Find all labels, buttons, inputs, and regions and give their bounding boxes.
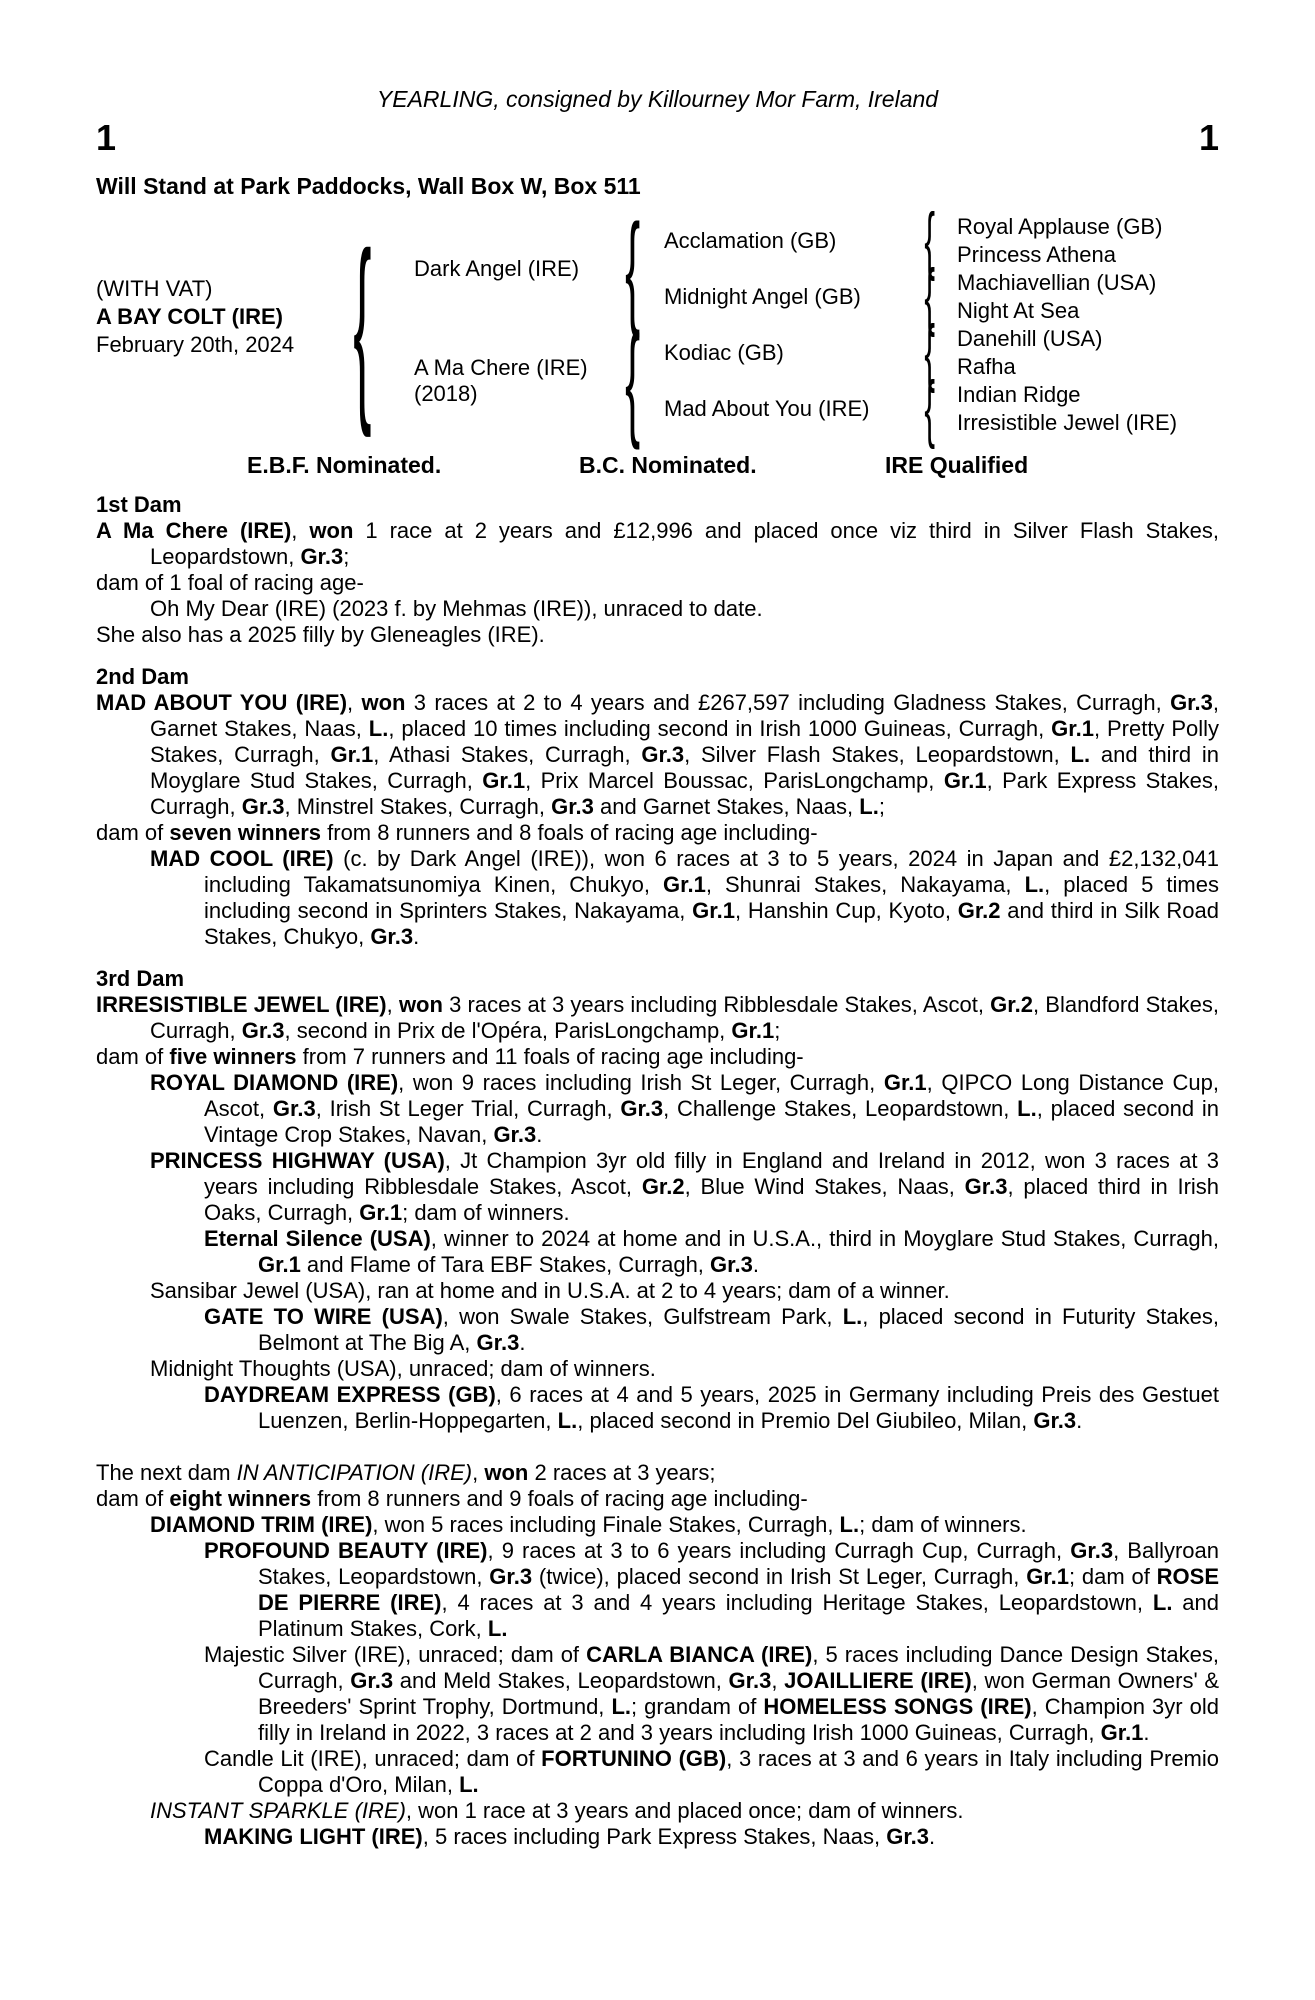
bold-text-segment: Gr.3 bbox=[964, 1174, 1008, 1199]
pedigree-paragraph: INSTANT SPARKLE (IRE), won 1 race at 3 years and placed once; dam of winners. bbox=[150, 1798, 964, 1823]
pedigree-paragraph: IRRESISTIBLE JEWEL (IRE), won 3 races at 3 years including Ribblesdale Stakes, Ascot, Gr.2, Blandford Stakes, Curragh, Gr.3, second in Prix de l'Opéra, ParisLongchamp, Gr.1; bbox=[96, 992, 1219, 1043]
bold-text-segment: Gr.3 bbox=[641, 742, 685, 767]
bold-text-segment: DIAMOND TRIM (IRE) bbox=[150, 1512, 373, 1537]
bold-text-segment: L. bbox=[842, 1304, 863, 1329]
bold-text-segment: L. bbox=[839, 1512, 860, 1537]
bold-text-segment: Eternal Silence (USA) bbox=[204, 1226, 431, 1251]
pedigree-paragraph: The next dam IN ANTICIPATION (IRE), won 2 races at 3 years; bbox=[96, 1460, 716, 1485]
pedigree-paragraph: DIAMOND TRIM (IRE), won 5 races including Finale Stakes, Curragh, L.; dam of winners. bbox=[150, 1512, 1027, 1537]
ancestor-name: Royal Applause (GB) bbox=[957, 214, 1163, 239]
ancestor-name: Machiavellian (USA) bbox=[957, 270, 1157, 295]
bold-text-segment: Gr.1 bbox=[943, 768, 987, 793]
lot-number-left: 1 bbox=[96, 117, 117, 158]
bold-text-segment: Gr.2 bbox=[957, 898, 1001, 923]
bold-text-segment: eight winners bbox=[169, 1486, 312, 1511]
bold-text-segment: Gr.1 bbox=[359, 1200, 403, 1225]
pedigree-paragraph: Eternal Silence (USA), winner to 2024 at home and in U.S.A., third in Moyglare Stud Stakes, Curragh, Gr.1 and Flame of Tara EBF Stakes, Curragh, Gr.3. bbox=[204, 1226, 1219, 1277]
bold-text-segment: Gr.1 bbox=[883, 1070, 927, 1095]
pedigree-paragraph: PROFOUND BEAUTY (IRE), 9 races at 3 to 6 years including Curragh Cup, Curragh, Gr.3, Ballyroan Stakes, Leopardstown, Gr.3 (twice), placed second in Irish St Leger, Curragh, Gr.1; dam of ROSE DE PIERRE (IRE), 4 races at 3 and 4 years including Heritage Stakes, Leopardstown, L. and Platinum Stakes, Cork, L. bbox=[204, 1538, 1220, 1641]
pedigree-paragraph: ROYAL DIAMOND (IRE), won 9 races including Irish St Leger, Curragh, Gr.1, QIPCO Long Distance Cup, Ascot, Gr.3, Irish St Leger Trial, Curragh, Gr.3, Challenge Stakes, Leopardstown, L., placed second in Vintage Crop Stakes, Navan, Gr.3. bbox=[150, 1070, 1220, 1147]
vat-note: (WITH VAT) bbox=[96, 276, 213, 301]
bold-text-segment: ROSE DE PIERRE (IRE) bbox=[258, 1564, 1220, 1615]
bc-nominated-label: B.C. Nominated. bbox=[579, 452, 757, 478]
dam-name: A Ma Chere (IRE) bbox=[414, 355, 588, 380]
bold-text-segment: Gr.1 bbox=[731, 1018, 775, 1043]
bold-text-segment: L. bbox=[611, 1694, 631, 1719]
consignment-title: YEARLING, consigned by Killourney Mor Farm, Ireland bbox=[376, 86, 939, 112]
pedigree-chart bbox=[96, 214, 1219, 444]
bold-text-segment: Gr.1 bbox=[482, 768, 526, 793]
pedigree-paragraph: dam of 1 foal of racing age- bbox=[96, 570, 364, 595]
ancestor-name: Indian Ridge bbox=[957, 382, 1081, 407]
pedigree-paragraph: PRINCESS HIGHWAY (USA), Jt Champion 3yr old filly in England and Ireland in 2012, won 3 races at 3 years including Ribblesdale Stakes, Ascot, Gr.2, Blue Wind Stakes, Naas, Gr.3, placed third in Irish Oaks, Curragh, Gr.1; dam of winners. bbox=[150, 1148, 1220, 1225]
bold-text-segment: L. bbox=[487, 1616, 508, 1641]
pedigree-paragraph: Candle Lit (IRE), unraced; dam of FORTUNINO (GB), 3 races at 3 and 6 years in Italy including Premio Coppa d'Oro, Milan, L. bbox=[204, 1746, 1220, 1797]
grandsire-name: Kodiac (GB) bbox=[664, 340, 784, 365]
grandsire-name: Acclamation (GB) bbox=[664, 228, 837, 253]
bold-text-segment: Gr.3 bbox=[551, 794, 594, 819]
pedigree-paragraph: MAD COOL (IRE) (c. by Dark Angel (IRE)), won 6 races at 3 to 5 years, 2024 in Japan and £2,132,041 including Takamatsunomiya Kinen, Chukyo, Gr.1, Shunrai Stakes, Nakayama, L., placed 5 times including second in Sprinters Stakes, Nakayama, Gr.1, Hanshin Cup, Kyoto, Gr.2 and third in Silk Road Stakes, Chukyo, Gr.3. bbox=[150, 846, 1220, 949]
bold-text-segment: Gr.3 bbox=[489, 1564, 533, 1589]
bold-text-segment: L. bbox=[1024, 872, 1045, 897]
bold-text-segment: GATE TO WIRE (USA) bbox=[204, 1304, 443, 1329]
stand-location: Will Stand at Park Paddocks, Wall Box W, Box 511 bbox=[96, 173, 641, 199]
bold-text-segment: Gr.3 bbox=[620, 1096, 664, 1121]
bold-text-segment: Gr.3 bbox=[710, 1252, 753, 1277]
ebf-nominated-label: E.B.F. Nominated. bbox=[247, 452, 442, 478]
ancestor-name: Rafha bbox=[957, 354, 1016, 379]
bold-text-segment: L. bbox=[1017, 1096, 1037, 1121]
bold-text-segment: Gr.3 bbox=[300, 544, 344, 569]
pedigree-paragraph: MAD ABOUT YOU (IRE), won 3 races at 2 to 4 years and £267,597 including Gladness Stakes, Curragh, Gr.3, Garnet Stakes, Naas, L., placed 10 times including second in Irish 1000 Guineas, Curragh, Gr.1, Pretty Polly Stakes, Curragh, Gr.1, Athasi Stakes, Curragh, Gr.3, Silver Flash Stakes, Leopardstown, L. and third in Moyglare Stud Stakes, Curragh, Gr.1, Prix Marcel Boussac, ParisLongchamp, Gr.1, Park Express Stakes, Curragh, Gr.3, Minstrel Stakes, Curragh, Gr.3 and Garnet Stakes, Naas, L.; bbox=[96, 690, 1220, 819]
bold-text-segment: Gr.1 bbox=[330, 742, 374, 767]
bold-text-segment: MAD COOL (IRE) bbox=[150, 846, 334, 871]
pedigree-paragraph: dam of seven winners from 8 runners and 8 foals of racing age including- bbox=[96, 820, 818, 845]
bold-text-segment: Gr.1 bbox=[1051, 716, 1094, 741]
pedigree-paragraph: dam of eight winners from 8 runners and 9 foals of racing age including- bbox=[96, 1486, 808, 1511]
pedigree-paragraph: A Ma Chere (IRE), won 1 race at 2 years and £12,996 and placed once viz third in Silver Flash Stakes, Leopardstown, Gr.3; bbox=[96, 518, 1220, 569]
bold-text-segment: won bbox=[398, 992, 443, 1017]
pedigree-paragraph: DAYDREAM EXPRESS (GB), 6 races at 4 and 5 years, 2025 in Germany including Preis des Gestuet Luenzen, Berlin-Hoppegarten, L., placed second in Premio Del Giubileo, Milan, Gr.3. bbox=[204, 1382, 1219, 1433]
bold-text-segment: DAYDREAM EXPRESS (GB) bbox=[204, 1382, 496, 1407]
pedigree-paragraph: Sansibar Jewel (USA), ran at home and in U.S.A. at 2 to 4 years; dam of a winner. bbox=[150, 1278, 950, 1303]
bold-text-segment: Gr.3 bbox=[370, 924, 414, 949]
bold-text-segment: seven winners bbox=[169, 820, 322, 845]
lot-number-right: 1 bbox=[1198, 117, 1219, 158]
bold-text-segment: MAKING LIGHT (IRE) bbox=[204, 1824, 423, 1849]
bold-text-segment: MAD ABOUT YOU (IRE) bbox=[96, 690, 348, 715]
bold-text-segment: Gr.3 bbox=[493, 1122, 537, 1147]
bold-text-segment: Gr.3 bbox=[241, 794, 285, 819]
bold-text-segment: five winners bbox=[169, 1044, 297, 1069]
pedigree-paragraph: MAKING LIGHT (IRE), 5 races including Park Express Stakes, Naas, Gr.3. bbox=[204, 1824, 936, 1849]
bold-text-segment: Gr.1 bbox=[1026, 1564, 1069, 1589]
bold-text-segment: won bbox=[361, 690, 406, 715]
bold-text-segment: Gr.2 bbox=[990, 992, 1033, 1017]
bold-text-segment: L. bbox=[557, 1408, 578, 1433]
ancestor-name: Danehill (USA) bbox=[957, 326, 1103, 351]
bold-text-segment: L. bbox=[459, 1772, 479, 1797]
pedigree-paragraph: GATE TO WIRE (USA), won Swale Stakes, Gulfstream Park, L., placed second in Futurity Stakes, Belmont at The Big A, Gr.3. bbox=[204, 1304, 1219, 1355]
bold-text-segment: L. bbox=[1070, 742, 1091, 767]
bold-text-segment: CARLA BIANCA (IRE) bbox=[586, 1642, 813, 1667]
bold-text-segment: JOAILLIERE (IRE) bbox=[784, 1668, 972, 1693]
bold-text-segment: Gr.1 bbox=[1100, 1720, 1144, 1745]
dam-section-heading: 3rd Dam bbox=[96, 966, 185, 991]
bold-text-segment: Gr.1 bbox=[663, 872, 706, 897]
pedigree-paragraph: Majestic Silver (IRE), unraced; dam of CARLA BIANCA (IRE), 5 races including Dance Design Stakes, Curragh, Gr.3 and Meld Stakes, Leopardstown, Gr.3, JOAILLIERE (IRE), won German Owners' & Breeders' Sprint Trophy, Dortmund, L.; grandam of HOMELESS SONGS (IRE), Champion 3yr old filly in Ireland in 2022, 3 races at 2 and 3 years including Irish 1000 Guineas, Curragh, Gr.1. bbox=[204, 1642, 1219, 1745]
bold-text-segment: Gr.3 bbox=[728, 1668, 772, 1693]
bold-text-segment: Gr.3 bbox=[476, 1330, 520, 1355]
bold-text-segment: PROFOUND BEAUTY (IRE) bbox=[204, 1538, 488, 1563]
dam-section bbox=[96, 492, 1219, 648]
dam-section-heading: 2nd Dam bbox=[96, 664, 189, 689]
dam-section bbox=[96, 1460, 1219, 1850]
ancestor-name: Irresistible Jewel (IRE) bbox=[957, 410, 1178, 435]
bold-text-segment: L. bbox=[1152, 1590, 1173, 1615]
foal-date: February 20th, 2024 bbox=[96, 332, 295, 357]
pedigree-text bbox=[96, 492, 1219, 1850]
bold-text-segment: Gr.2 bbox=[641, 1174, 685, 1199]
bold-text-segment: L. bbox=[368, 716, 389, 741]
bold-text-segment: Gr.1 bbox=[692, 898, 735, 923]
nominations-row bbox=[96, 452, 1219, 480]
bold-text-segment: Gr.3 bbox=[350, 1668, 394, 1693]
italic-text-segment: INSTANT SPARKLE (IRE) bbox=[150, 1798, 406, 1823]
italic-text-segment: IN ANTICIPATION (IRE) bbox=[236, 1460, 473, 1485]
bold-text-segment: Gr.3 bbox=[1033, 1408, 1077, 1433]
bold-text-segment: Gr.3 bbox=[241, 1018, 285, 1043]
pedigree-paragraph: She also has a 2025 filly by Gleneagles (IRE). bbox=[96, 622, 545, 647]
dam-year: (2018) bbox=[414, 381, 478, 406]
brace-icon bbox=[625, 319, 640, 444]
brace-icon bbox=[353, 223, 371, 427]
bold-text-segment: Gr.3 bbox=[1170, 690, 1213, 715]
pedigree-paragraph: Midnight Thoughts (USA), unraced; dam of winners. bbox=[150, 1356, 656, 1381]
bold-text-segment: Gr.3 bbox=[886, 1824, 930, 1849]
granddam-name: Mad About You (IRE) bbox=[664, 396, 870, 421]
bold-text-segment: won bbox=[484, 1460, 529, 1485]
dam-section bbox=[96, 664, 1219, 950]
bold-text-segment: HOMELESS SONGS (IRE) bbox=[763, 1694, 1032, 1719]
ancestor-name: Princess Athena bbox=[957, 242, 1116, 267]
sire-name: Dark Angel (IRE) bbox=[414, 256, 580, 281]
subject-name: A BAY COLT (IRE) bbox=[96, 304, 284, 329]
brace-icon bbox=[924, 371, 935, 446]
bold-text-segment: Gr.1 bbox=[258, 1252, 301, 1277]
bold-text-segment: PRINCESS HIGHWAY (USA) bbox=[150, 1148, 445, 1173]
bold-text-segment: FORTUNINO (GB) bbox=[541, 1746, 727, 1771]
dam-section-heading: 1st Dam bbox=[96, 492, 182, 517]
lot-number-row bbox=[96, 117, 1219, 158]
granddam-name: Midnight Angel (GB) bbox=[664, 284, 861, 309]
bold-text-segment: A Ma Chere (IRE) bbox=[96, 518, 292, 543]
pedigree-paragraph: Oh My Dear (IRE) (2023 f. by Mehmas (IRE)), unraced to date. bbox=[150, 596, 763, 621]
bold-text-segment: Gr.3 bbox=[272, 1096, 316, 1121]
bold-text-segment: Gr.3 bbox=[1070, 1538, 1114, 1563]
bold-text-segment: won bbox=[309, 518, 354, 543]
ancestor-name: Night At Sea bbox=[957, 298, 1080, 323]
dam-section bbox=[96, 966, 1219, 1434]
ire-qualified-label: IRE Qualified bbox=[885, 452, 1029, 478]
bold-text-segment: ROYAL DIAMOND (IRE) bbox=[150, 1070, 399, 1095]
pedigree-paragraph: dam of five winners from 7 runners and 11 foals of racing age including- bbox=[96, 1044, 804, 1069]
bold-text-segment: IRRESISTIBLE JEWEL (IRE) bbox=[96, 992, 387, 1017]
bold-text-segment: L. bbox=[859, 794, 879, 819]
